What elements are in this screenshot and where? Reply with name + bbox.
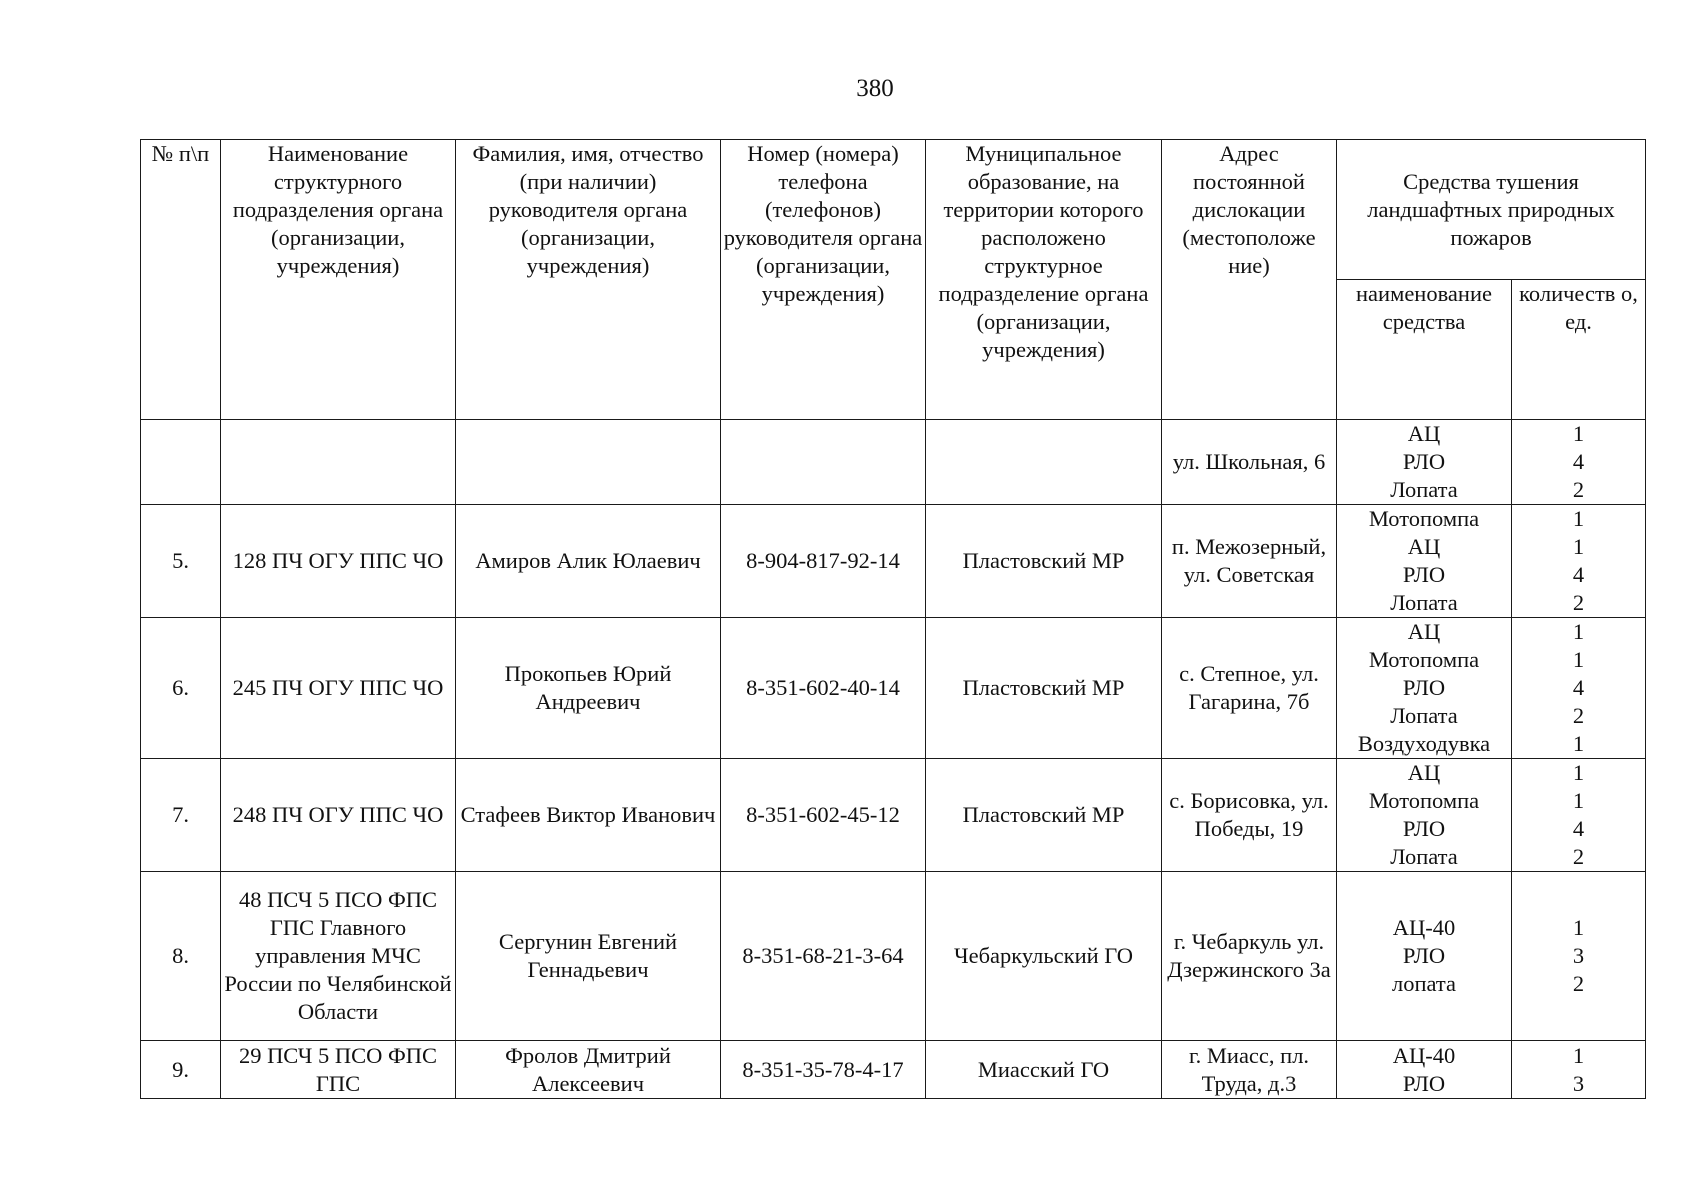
qty-item: 2 (1572, 971, 1585, 996)
header-means-name: наименование средства (1337, 280, 1512, 420)
qty-item: 3 (1572, 1070, 1585, 1096)
cell-unit: 245 ПЧ ОГУ ППС ЧО (221, 618, 456, 759)
cell-qty (1512, 1041, 1646, 1099)
means-item: АЦ (1407, 534, 1441, 559)
cell-num (141, 420, 221, 505)
header-address: Адрес постоянной дислокации (местоположе ние) (1162, 140, 1337, 420)
cell-address: п. Межозерный, ул. Советская (1162, 505, 1337, 618)
qty-item: 2 (1572, 844, 1585, 869)
cell-num: 6. (141, 618, 221, 759)
header-head-name: Фамилия, имя, отчество (при наличии) руководителя органа (организации, учреждения) (456, 140, 721, 420)
cell-num: 5. (141, 505, 221, 618)
cell-address: с. Степное, ул. Гагарина, 7б (1162, 618, 1337, 759)
header-means-group: Средства тушения ландшафтных природных пожаров (1337, 140, 1646, 280)
qty-item: 1 (1572, 731, 1585, 756)
cell-num: 8. (141, 872, 221, 1041)
cell-head: Прокопьев Юрий Андреевич (456, 618, 721, 759)
means-item: РЛО (1402, 1070, 1446, 1096)
cell-num: 9. (141, 1041, 221, 1099)
means-item: РЛО (1402, 562, 1446, 587)
cell-municipality: Пластовский МР (926, 618, 1162, 759)
means-item: Лопата (1390, 703, 1458, 728)
cell-phone: 8-351-68-21-3-64 (721, 872, 926, 1041)
means-item: Мотопомпа (1368, 788, 1480, 813)
table-row (141, 420, 1646, 505)
qty-item: 3 (1572, 943, 1585, 968)
means-item: РЛО (1402, 943, 1446, 968)
qty-item: 1 (1572, 1042, 1585, 1068)
cell-means (1337, 420, 1512, 505)
cell-municipality: Чебаркульский ГО (926, 872, 1162, 1041)
means-item: Воздуходувка (1357, 731, 1491, 756)
qty-item: 1 (1572, 421, 1585, 446)
table-row (141, 872, 1646, 1041)
table-row (141, 618, 1646, 759)
means-item: АЦ (1407, 619, 1441, 644)
header-num: № п\п (141, 140, 221, 420)
cell-unit: 48 ПСЧ 5 ПСО ФПС ГПС Главного управления МЧС России по Челябинской Области (221, 872, 456, 1041)
means-item: АЦ-40 (1392, 1042, 1456, 1068)
cell-qty (1512, 872, 1646, 1041)
cell-means (1337, 1041, 1512, 1099)
cell-municipality (926, 420, 1162, 505)
table-row (141, 1041, 1646, 1099)
cell-phone: 8-351-602-40-14 (721, 618, 926, 759)
cell-head: Сергунин Евгений Геннадьевич (456, 872, 721, 1041)
cell-phone: 8-904-817-92-14 (721, 505, 926, 618)
qty-item: 1 (1572, 619, 1585, 644)
qty-item: 4 (1572, 675, 1585, 700)
cell-phone: 8-351-602-45-12 (721, 759, 926, 872)
means-item: Лопата (1390, 477, 1458, 502)
cell-means (1337, 618, 1512, 759)
cell-head: Фролов Дмитрий Алексеевич (456, 1041, 721, 1099)
qty-item: 1 (1572, 534, 1585, 559)
qty-item: 1 (1572, 647, 1585, 672)
header-phone: Номер (номера) телефона (телефонов) руководителя органа (организации, учреждения) (721, 140, 926, 420)
qty-item: 2 (1572, 590, 1585, 615)
cell-municipality: Пластовский МР (926, 505, 1162, 618)
cell-unit: 248 ПЧ ОГУ ППС ЧО (221, 759, 456, 872)
cell-unit: 29 ПСЧ 5 ПСО ФПС ГПС (221, 1041, 456, 1099)
qty-item: 2 (1572, 477, 1585, 502)
qty-item: 4 (1572, 449, 1585, 474)
means-item: РЛО (1402, 449, 1446, 474)
means-item: лопата (1391, 971, 1457, 996)
header-row (141, 140, 1646, 280)
qty-item: 2 (1572, 703, 1585, 728)
cell-unit (221, 420, 456, 505)
fire-units-table (140, 139, 1646, 1099)
means-item: АЦ (1407, 421, 1441, 446)
cell-means (1337, 759, 1512, 872)
means-item: Лопата (1390, 844, 1458, 869)
table-row (141, 505, 1646, 618)
means-item: АЦ-40 (1392, 915, 1456, 940)
cell-unit: 128 ПЧ ОГУ ППС ЧО (221, 505, 456, 618)
page-number: 380 (856, 75, 894, 102)
cell-means (1337, 872, 1512, 1041)
means-item: Лопата (1390, 590, 1458, 615)
cell-address: г. Миасс, пл. Труда, д.3 (1162, 1041, 1337, 1099)
cell-address: г. Чебаркуль ул. Дзержинского 3а (1162, 872, 1337, 1041)
header-municipality: Муниципальное образование, на территории которого расположено структурное подразделение органа (организации, учреждения) (926, 140, 1162, 420)
cell-qty (1512, 618, 1646, 759)
means-item: Мотопомпа (1368, 506, 1480, 531)
cell-head (456, 420, 721, 505)
qty-item: 1 (1572, 915, 1585, 940)
cell-num: 7. (141, 759, 221, 872)
cell-address: с. Борисовка, ул. Победы, 19 (1162, 759, 1337, 872)
cell-phone: 8-351-35-78-4-17 (721, 1041, 926, 1099)
cell-municipality: Пластовский МР (926, 759, 1162, 872)
cell-head: Стафеев Виктор Иванович (456, 759, 721, 872)
header-unit-name: Наименование структурного подразделения органа (организации, учреждения) (221, 140, 456, 420)
cell-municipality: Миасский ГО (926, 1041, 1162, 1099)
qty-item: 4 (1572, 816, 1585, 841)
table-row (141, 759, 1646, 872)
qty-item: 4 (1572, 562, 1585, 587)
header-means-qty: количеств о, ед. (1512, 280, 1646, 420)
cell-qty (1512, 505, 1646, 618)
cell-qty (1512, 759, 1646, 872)
means-item: РЛО (1402, 816, 1446, 841)
qty-item: 1 (1572, 506, 1585, 531)
cell-address: ул. Школьная, 6 (1162, 420, 1337, 505)
qty-item: 1 (1572, 760, 1585, 785)
cell-means (1337, 505, 1512, 618)
cell-head: Амиров Алик Юлаевич (456, 505, 721, 618)
qty-item: 1 (1572, 788, 1585, 813)
cell-phone (721, 420, 926, 505)
cell-qty (1512, 420, 1646, 505)
means-item: РЛО (1402, 675, 1446, 700)
means-item: Мотопомпа (1368, 647, 1480, 672)
means-item: АЦ (1407, 760, 1441, 785)
